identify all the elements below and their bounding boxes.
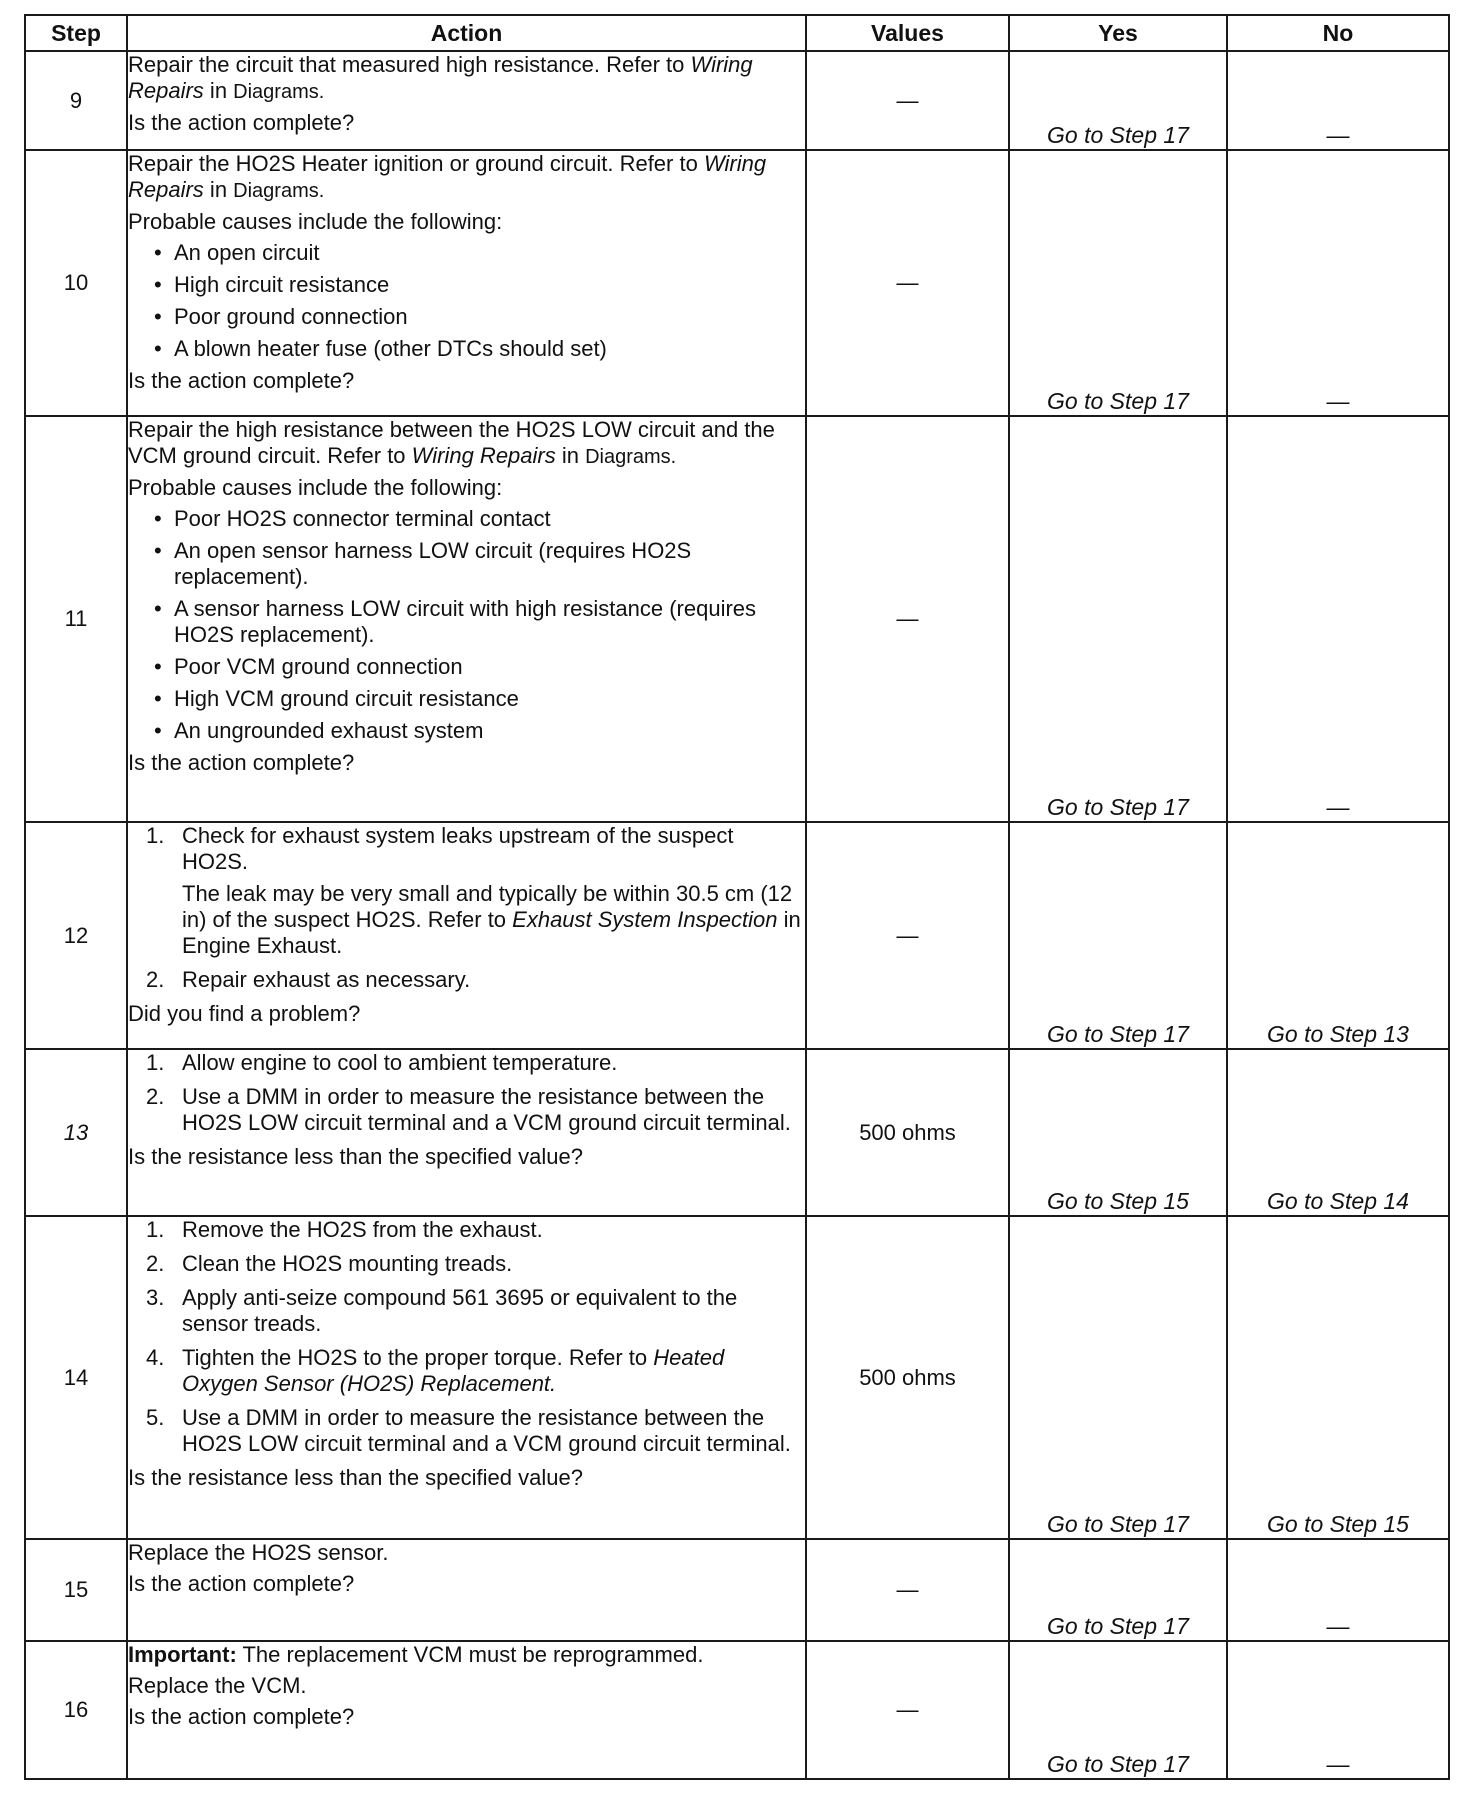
causes-intro: Probable causes include the following: <box>128 209 503 234</box>
values-cell: 500 ohms <box>806 1216 1009 1539</box>
list-item: • A sensor harness LOW circuit with high resistance (requires HO2S replacement). <box>152 596 805 648</box>
table-row-step-11 <box>25 416 1449 822</box>
step-number: 15 <box>25 1539 127 1641</box>
table-row-step-9 <box>25 51 1449 150</box>
steps-list <box>128 1217 805 1457</box>
step-number: 13 <box>25 1049 127 1216</box>
list-item: • High circuit resistance <box>152 272 805 298</box>
table-row-step-10 <box>25 150 1449 416</box>
list-item: 5. Use a DMM in order to measure the resistance between the HO2S LOW circuit terminal and a VCM ground circuit terminal. <box>146 1405 791 1456</box>
action-cell <box>127 1641 806 1779</box>
header-action: Action <box>127 15 806 51</box>
list-item: 3. Apply anti-seize compound 561 3695 or equivalent to the sensor treads. <box>146 1285 738 1336</box>
causes-intro: Probable causes include the following: <box>128 475 503 500</box>
table-row-step-16 <box>25 1641 1449 1779</box>
steps-list <box>128 823 805 993</box>
header-values: Values <box>806 15 1009 51</box>
step-number: 16 <box>25 1641 127 1779</box>
action-question: Is the resistance less than the specified value? <box>128 1465 583 1490</box>
list-item: 1. Allow engine to cool to ambient temperature. <box>146 1050 618 1075</box>
no-cell: — <box>1227 150 1449 416</box>
list-item: 1. Remove the HO2S from the exhaust. <box>146 1217 543 1242</box>
no-cell: — <box>1227 1641 1449 1779</box>
no-cell: Go to Step 13 <box>1227 822 1449 1049</box>
no-cell: Go to Step 14 <box>1227 1049 1449 1216</box>
step-number: 14 <box>25 1216 127 1539</box>
values-cell: — <box>806 416 1009 822</box>
action-paragraph: Repair the HO2S Heater ignition or ground circuit. Refer to Wiring Repairs in Diagrams. <box>128 151 767 202</box>
values-cell: 500 ohms <box>806 1049 1009 1216</box>
values-cell: — <box>806 1641 1009 1779</box>
list-item: • An open circuit <box>152 240 805 266</box>
header-yes: Yes <box>1009 15 1227 51</box>
list-item: 2. Use a DMM in order to measure the resistance between the HO2S LOW circuit terminal and a VCM ground circuit terminal. <box>146 1084 791 1135</box>
no-cell: — <box>1227 1539 1449 1641</box>
list-item: • An ungrounded exhaust system <box>152 718 805 744</box>
yes-cell: Go to Step 17 <box>1009 1216 1227 1539</box>
step-number: 11 <box>25 416 127 822</box>
action-cell <box>127 150 806 416</box>
diagnostic-table <box>24 14 1450 1780</box>
table-row-step-15 <box>25 1539 1449 1641</box>
header-step: Step <box>25 15 127 51</box>
no-cell: — <box>1227 416 1449 822</box>
steps-list <box>128 1050 805 1136</box>
causes-list <box>128 240 805 362</box>
list-item: • Poor HO2S connector terminal contact <box>152 506 805 532</box>
yes-cell: Go to Step 17 <box>1009 150 1227 416</box>
table-row-step-12 <box>25 822 1449 1049</box>
list-item: 4. Tighten the HO2S to the proper torque. Refer to Heated Oxygen Sensor (HO2S) Replacement. <box>146 1345 725 1396</box>
item-note: The leak may be very small and typically be within 30.5 cm (12 in) of the suspect HO2S. Refer to Exhaust System Inspection in Engine Exhaust. <box>182 881 801 958</box>
table-row-step-14 <box>25 1216 1449 1539</box>
step-number: 10 <box>25 150 127 416</box>
table-row-step-13 <box>25 1049 1449 1216</box>
header-row <box>25 15 1449 51</box>
action-cell <box>127 51 806 150</box>
yes-cell: Go to Step 17 <box>1009 51 1227 150</box>
action-cell <box>127 822 806 1049</box>
action-cell <box>127 1049 806 1216</box>
no-cell: — <box>1227 51 1449 150</box>
yes-cell: Go to Step 15 <box>1009 1049 1227 1216</box>
values-cell: — <box>806 51 1009 150</box>
no-cell: Go to Step 15 <box>1227 1216 1449 1539</box>
list-item: • Poor ground connection <box>152 304 805 330</box>
yes-cell: Go to Step 17 <box>1009 1641 1227 1779</box>
action-question: Is the action complete? <box>128 750 355 775</box>
action-question: Is the action complete? <box>128 1571 355 1596</box>
values-cell: — <box>806 150 1009 416</box>
action-question: Is the resistance less than the specified value? <box>128 1144 583 1169</box>
values-cell: — <box>806 822 1009 1049</box>
step-number: 12 <box>25 822 127 1049</box>
action-question: Is the action complete? <box>128 110 355 135</box>
action-line: Replace the VCM. <box>128 1673 307 1698</box>
action-paragraph: Repair the high resistance between the HO2S LOW circuit and the VCM ground circuit. Refer to Wiring Repairs in Diagrams. <box>128 417 775 468</box>
list-item: • An open sensor harness LOW circuit (requires HO2S replacement). <box>152 538 805 590</box>
step-number: 9 <box>25 51 127 150</box>
list-item: • High VCM ground circuit resistance <box>152 686 805 712</box>
header-no: No <box>1227 15 1449 51</box>
action-question: Did you find a problem? <box>128 1001 361 1026</box>
list-item: 2. Clean the HO2S mounting treads. <box>146 1251 513 1276</box>
yes-cell: Go to Step 17 <box>1009 416 1227 822</box>
list-item: • Poor VCM ground connection <box>152 654 805 680</box>
action-line: Replace the HO2S sensor. <box>128 1540 389 1565</box>
yes-cell: Go to Step 17 <box>1009 822 1227 1049</box>
list-item: 1. Check for exhaust system leaks upstream of the suspect HO2S. The leak may be very small and typically be within 30.5 cm (12 in) of the suspect HO2S. Refer to Exhaust System Inspection in Engine Exhaust. <box>146 823 805 959</box>
action-cell <box>127 1216 806 1539</box>
causes-list <box>128 506 805 744</box>
values-cell: — <box>806 1539 1009 1641</box>
list-item: • A blown heater fuse (other DTCs should set) <box>152 336 805 362</box>
action-cell <box>127 416 806 822</box>
action-question: Is the action complete? <box>128 368 355 393</box>
important-note: Important: The replacement VCM must be reprogrammed. <box>128 1642 704 1667</box>
action-cell <box>127 1539 806 1641</box>
list-item: 2. Repair exhaust as necessary. <box>146 967 471 992</box>
yes-cell: Go to Step 17 <box>1009 1539 1227 1641</box>
action-question: Is the action complete? <box>128 1704 355 1729</box>
action-paragraph: Repair the circuit that measured high resistance. Refer to Wiring Repairs in Diagrams. <box>128 52 753 103</box>
